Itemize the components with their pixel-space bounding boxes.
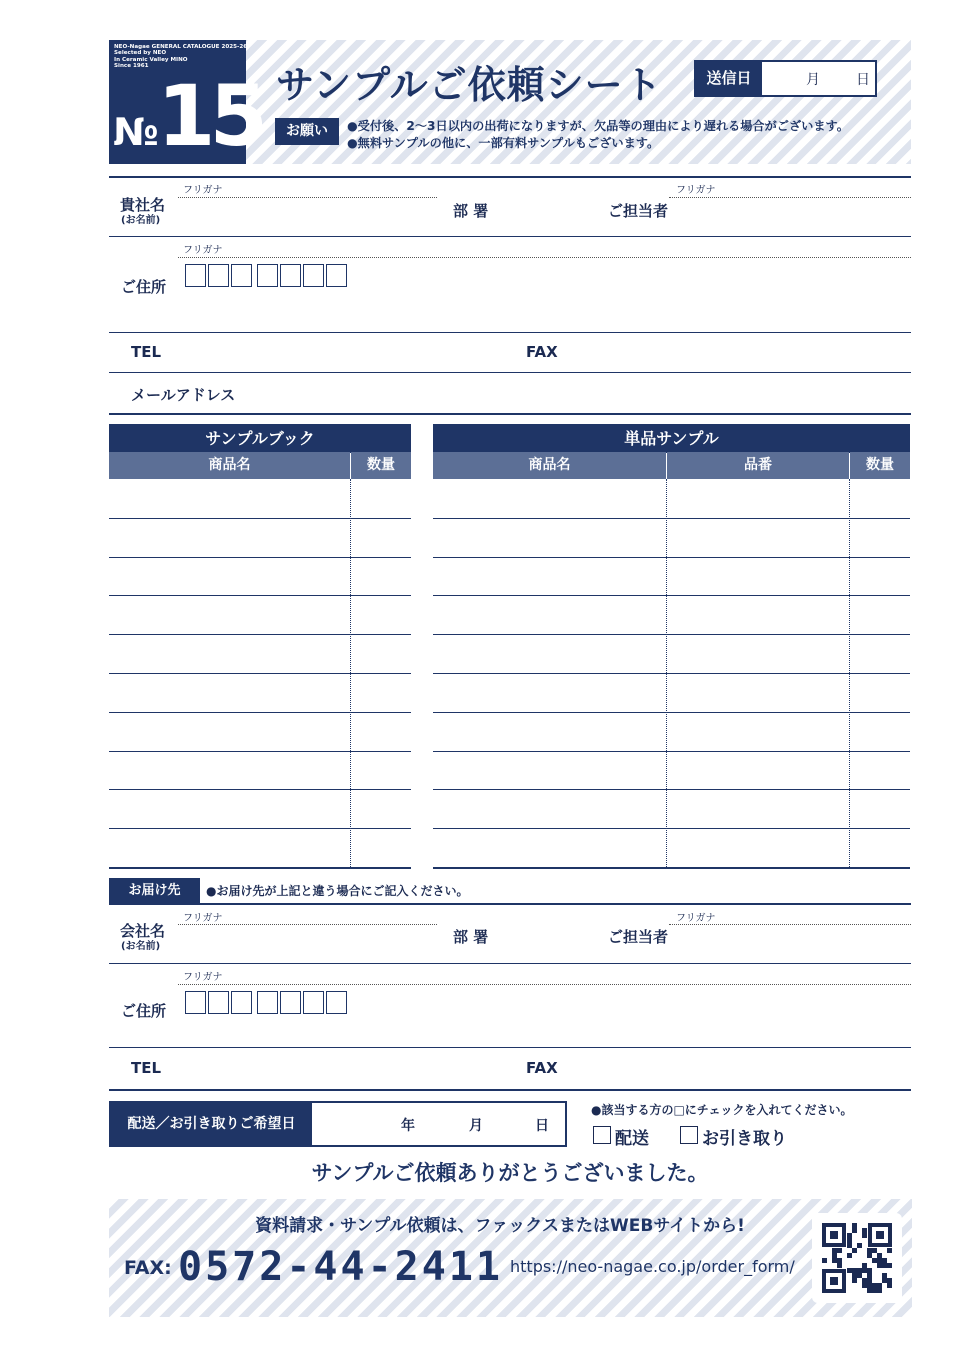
divider	[109, 903, 911, 905]
delivery-postal-code-boxes[interactable]	[185, 991, 349, 1014]
furigana-line	[669, 197, 911, 198]
month-label: 月	[469, 1118, 483, 1134]
check-note: ●該当する方の□にチェックを入れてください。	[591, 1103, 853, 1117]
badge-line-1: NEO-Nagae GENERAL CATALOGUE 2025-26	[114, 44, 248, 50]
single-sample-col-name: 商品名	[433, 452, 666, 479]
furigana-line	[178, 257, 911, 258]
footer-url[interactable]: https://neo-nagae.co.jp/order_form/	[510, 1257, 795, 1276]
furigana-label: フリガナ	[183, 913, 223, 924]
request-label: お願い	[275, 118, 339, 145]
table-row[interactable]	[109, 867, 411, 869]
company-input[interactable]	[178, 199, 437, 235]
request-note-2: ●無料サンプルの他に、一部有料サンプルもございます。	[347, 136, 660, 150]
table-row[interactable]	[109, 518, 411, 519]
ship-option-label: 配送	[615, 1129, 649, 1149]
company-sub-label: (お名前)	[121, 215, 161, 226]
delivery-label: お届け先	[109, 878, 200, 903]
request-note-1: ●受付後、2～3日以内の出荷になりますが、欠品等の理由により遅れる場合がございます。	[347, 119, 849, 133]
badge-line-3: In Ceramic Valley MINO	[114, 56, 188, 63]
furigana-line	[178, 984, 911, 985]
postal-digit-box[interactable]	[280, 264, 301, 287]
qr-code-graphic	[812, 1213, 902, 1303]
sample-book-col-name: 商品名	[109, 452, 350, 479]
thanks-message: サンプルご依頼ありがとうございました。	[311, 1161, 709, 1185]
table-row[interactable]	[433, 557, 910, 558]
fax-label: FAX	[526, 343, 558, 361]
person-input[interactable]	[669, 199, 911, 235]
catalogue-number-badge	[109, 40, 262, 165]
furigana-label: フリガナ	[183, 972, 223, 983]
person-label: ご担当者	[608, 202, 669, 220]
delivery-fax-label: FAX	[526, 1059, 558, 1077]
postal-digit-box[interactable]	[326, 991, 347, 1014]
single-sample-col-code: 品番	[667, 452, 849, 479]
divider	[109, 176, 911, 178]
column-separator	[849, 479, 850, 867]
badge-no: №	[113, 110, 157, 154]
table-row[interactable]	[433, 828, 910, 829]
furigana-label: フリガナ	[676, 185, 716, 196]
table-row[interactable]	[109, 595, 411, 596]
furigana-label: フリガナ	[676, 913, 716, 924]
table-row[interactable]	[109, 557, 411, 558]
postal-digit-box[interactable]	[185, 264, 206, 287]
postal-digit-box[interactable]	[326, 264, 347, 287]
footer-fax-number: 0572-44-2411	[178, 1244, 503, 1290]
table-row[interactable]	[433, 751, 910, 752]
table-row[interactable]	[433, 518, 910, 519]
table-row[interactable]	[433, 634, 910, 635]
badge-text	[114, 44, 247, 70]
badge-number: 15	[157, 67, 262, 165]
delivery-note: ●お届け先が上記と違う場合にご記入ください。	[206, 884, 469, 898]
delivery-person-input[interactable]	[669, 926, 911, 962]
single-sample-title: 単品サンプル	[433, 424, 910, 453]
delivery-company-label: 会社名	[120, 922, 166, 940]
postal-digit-box[interactable]	[208, 991, 229, 1014]
table-row[interactable]	[433, 789, 910, 790]
column-separator	[350, 479, 351, 867]
single-sample-col-qty: 数量	[850, 452, 910, 479]
desired-date-field[interactable]	[109, 1101, 567, 1147]
send-date-label: 送信日	[696, 62, 762, 95]
postal-digit-box[interactable]	[280, 991, 301, 1014]
desired-date-label: 配送／お引き取りご希望日	[111, 1103, 312, 1145]
tel-label: TEL	[131, 343, 162, 361]
furigana-label: フリガナ	[183, 245, 223, 256]
table-row[interactable]	[109, 673, 411, 674]
year-label: 年	[401, 1118, 415, 1134]
delivery-department-label: 部 署	[453, 928, 489, 946]
send-day-label: 日	[856, 72, 870, 88]
table-row[interactable]	[109, 634, 411, 635]
badge-line-2: Selected by NEO	[114, 50, 167, 57]
send-month-label: 月	[806, 72, 820, 88]
divider	[109, 1047, 911, 1048]
divider	[109, 236, 911, 237]
divider	[109, 413, 911, 415]
delivery-company-input[interactable]	[178, 926, 437, 962]
furigana-line	[178, 197, 437, 198]
table-row[interactable]	[109, 789, 411, 790]
page-title: サンプルご依頼シート	[276, 63, 663, 107]
furigana-label: フリガナ	[183, 185, 223, 196]
postal-digit-box[interactable]	[231, 264, 252, 287]
delivery-address-label: ご住所	[121, 1002, 167, 1020]
company-label: 貴社名	[120, 196, 166, 214]
delivery-company-sub-label: (お名前)	[121, 941, 161, 952]
postal-digit-box[interactable]	[185, 991, 206, 1014]
postal-digit-box[interactable]	[257, 991, 278, 1014]
postal-digit-box[interactable]	[208, 264, 229, 287]
delivery-person-label: ご担当者	[608, 928, 669, 946]
delivery-tel-label: TEL	[131, 1059, 162, 1077]
email-label: メールアドレス	[131, 386, 236, 404]
address-label: ご住所	[121, 278, 167, 296]
table-row[interactable]	[109, 712, 411, 713]
table-row[interactable]	[109, 828, 411, 829]
table-row[interactable]	[109, 751, 411, 752]
divider	[109, 1089, 911, 1091]
department-label: 部 署	[453, 202, 489, 220]
column-separator	[666, 479, 667, 867]
postal-digit-box[interactable]	[303, 991, 324, 1014]
send-date-field[interactable]	[694, 60, 877, 97]
table-row[interactable]	[433, 712, 910, 713]
furigana-line	[669, 924, 911, 925]
sample-book-title: サンプルブック	[109, 424, 411, 453]
table-row[interactable]	[433, 673, 910, 674]
table-row[interactable]	[433, 595, 910, 596]
furigana-line	[178, 924, 437, 925]
divider	[109, 372, 911, 373]
divider	[109, 332, 911, 333]
footer-headline: 資料請求・サンプル依頼は、ファックスまたはWEBサイトから!	[255, 1216, 745, 1236]
pickup-option-label: お引き取り	[702, 1129, 787, 1149]
divider	[109, 963, 911, 964]
qr-code-icon[interactable]	[812, 1213, 902, 1303]
postal-digit-box[interactable]	[231, 991, 252, 1014]
day-label: 日	[535, 1118, 549, 1134]
badge-line-4: Since 1961	[114, 63, 149, 70]
ship-checkbox[interactable]	[593, 1126, 611, 1144]
sample-book-col-qty: 数量	[351, 452, 411, 479]
footer-fax-label: FAX:	[124, 1257, 172, 1279]
pickup-checkbox[interactable]	[680, 1126, 698, 1144]
postal-digit-box[interactable]	[303, 264, 324, 287]
postal-code-boxes[interactable]	[185, 264, 349, 287]
table-row[interactable]	[433, 867, 910, 869]
postal-digit-box[interactable]	[257, 264, 278, 287]
